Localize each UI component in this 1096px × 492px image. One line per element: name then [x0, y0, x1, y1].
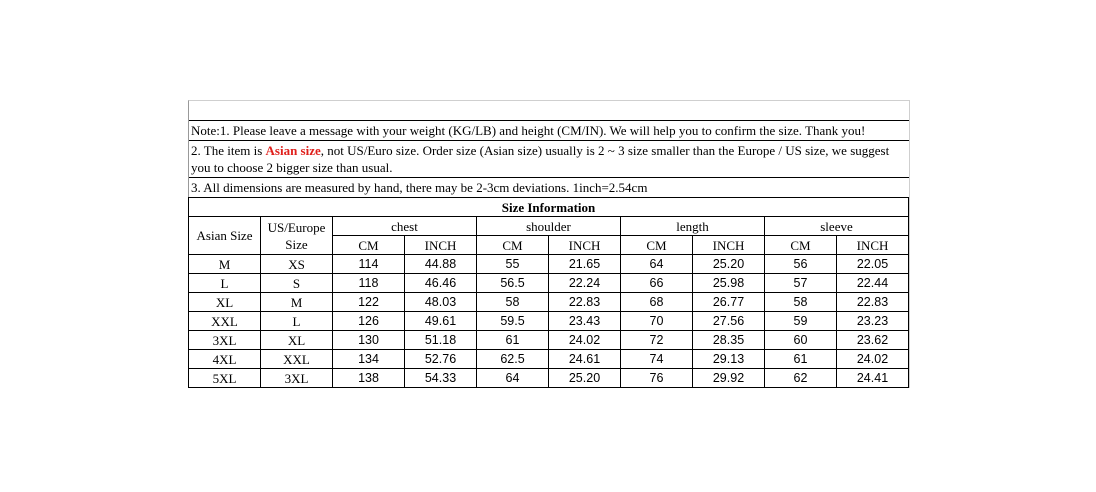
size-table: [188, 197, 909, 388]
note-2-prefix: 2. The item is: [191, 143, 266, 158]
table-cell: 72: [621, 331, 693, 350]
asian-size-highlight: Asian size: [265, 143, 321, 158]
table-cell: 3XL: [189, 331, 261, 350]
header-us-europe-size: US/Europe Size: [261, 217, 333, 255]
table-cell: 23.62: [837, 331, 909, 350]
table-cell: 25.98: [693, 274, 765, 293]
table-cell: 44.88: [405, 255, 477, 274]
table-cell: 25.20: [549, 369, 621, 388]
table-cell: 55: [477, 255, 549, 274]
note-2: [189, 140, 909, 177]
header-chest-cm: CM: [333, 236, 405, 255]
table-cell: 58: [765, 293, 837, 312]
table-cell: 46.46: [405, 274, 477, 293]
table-cell: 25.20: [693, 255, 765, 274]
table-cell: XXL: [189, 312, 261, 331]
table-cell: 74: [621, 350, 693, 369]
table-cell: 52.76: [405, 350, 477, 369]
table-cell: 26.77: [693, 293, 765, 312]
table-cell: 24.02: [837, 350, 909, 369]
table-cell: 24.02: [549, 331, 621, 350]
table-cell: 76: [621, 369, 693, 388]
table-cell: 66: [621, 274, 693, 293]
table-cell: 56.5: [477, 274, 549, 293]
table-cell: 64: [477, 369, 549, 388]
table-cell: 29.92: [693, 369, 765, 388]
table-cell: 59.5: [477, 312, 549, 331]
table-cell: 22.83: [837, 293, 909, 312]
table-cell: 29.13: [693, 350, 765, 369]
header-shoulder-inch: INCH: [549, 236, 621, 255]
table-cell: 24.61: [549, 350, 621, 369]
table-cell: XL: [189, 293, 261, 312]
table-cell: 61: [477, 331, 549, 350]
table-cell: 138: [333, 369, 405, 388]
header-chest: chest: [333, 217, 477, 236]
table-cell: 130: [333, 331, 405, 350]
table-cell: 49.61: [405, 312, 477, 331]
header-asian-size: Asian Size: [189, 217, 261, 255]
table-cell: 22.05: [837, 255, 909, 274]
table-cell: 118: [333, 274, 405, 293]
table-cell: XS: [261, 255, 333, 274]
table-cell: 58: [477, 293, 549, 312]
table-cell: 3XL: [261, 369, 333, 388]
table-cell: 27.56: [693, 312, 765, 331]
size-chart: [188, 100, 910, 388]
table-cell: XL: [261, 331, 333, 350]
table-cell: 114: [333, 255, 405, 274]
note-1: Note:1. Please leave a message with your weight (KG/LB) and height (CM/IN). We will help you to confirm the size. Thank you!: [189, 120, 909, 140]
header-sleeve-inch: INCH: [837, 236, 909, 255]
table-cell: 24.41: [837, 369, 909, 388]
table-cell: 51.18: [405, 331, 477, 350]
table-cell: 57: [765, 274, 837, 293]
table-row: [189, 255, 909, 274]
table-cell: 64: [621, 255, 693, 274]
header-chest-inch: INCH: [405, 236, 477, 255]
table-cell: 126: [333, 312, 405, 331]
table-cell: 62: [765, 369, 837, 388]
table-row: [189, 312, 909, 331]
table-cell: 22.24: [549, 274, 621, 293]
table-cell: 4XL: [189, 350, 261, 369]
table-cell: 60: [765, 331, 837, 350]
table-cell: 48.03: [405, 293, 477, 312]
table-cell: 22.44: [837, 274, 909, 293]
table-row: [189, 293, 909, 312]
table-title: Size Information: [189, 198, 909, 217]
table-row: [189, 331, 909, 350]
table-row: [189, 274, 909, 293]
header-sleeve-cm: CM: [765, 236, 837, 255]
header-length-inch: INCH: [693, 236, 765, 255]
header-sleeve: sleeve: [765, 217, 909, 236]
table-cell: 134: [333, 350, 405, 369]
table-cell: 28.35: [693, 331, 765, 350]
table-cell: 62.5: [477, 350, 549, 369]
table-cell: M: [261, 293, 333, 312]
table-cell: L: [261, 312, 333, 331]
note-3: 3. All dimensions are measured by hand, there may be 2-3cm deviations. 1inch=2.54cm: [189, 177, 909, 197]
table-row: [189, 369, 909, 388]
table-cell: M: [189, 255, 261, 274]
table-cell: 70: [621, 312, 693, 331]
table-cell: 23.43: [549, 312, 621, 331]
header-length-cm: CM: [621, 236, 693, 255]
header-shoulder-cm: CM: [477, 236, 549, 255]
header-length: length: [621, 217, 765, 236]
table-cell: 68: [621, 293, 693, 312]
table-cell: XXL: [261, 350, 333, 369]
table-cell: L: [189, 274, 261, 293]
table-cell: 22.83: [549, 293, 621, 312]
blank-row: [189, 101, 909, 120]
table-cell: 122: [333, 293, 405, 312]
table-cell: 21.65: [549, 255, 621, 274]
table-cell: 56: [765, 255, 837, 274]
table-cell: 59: [765, 312, 837, 331]
table-cell: S: [261, 274, 333, 293]
table-cell: 61: [765, 350, 837, 369]
header-shoulder: shoulder: [477, 217, 621, 236]
table-cell: 23.23: [837, 312, 909, 331]
note-2-suffix: , not US/Euro size. Order size (Asian size) usually is 2 ~ 3 size smaller than the Europe / US size, we suggest you to choose 2 bigger size than usual.: [191, 143, 890, 175]
table-cell: 5XL: [189, 369, 261, 388]
table-row: [189, 350, 909, 369]
table-cell: 54.33: [405, 369, 477, 388]
